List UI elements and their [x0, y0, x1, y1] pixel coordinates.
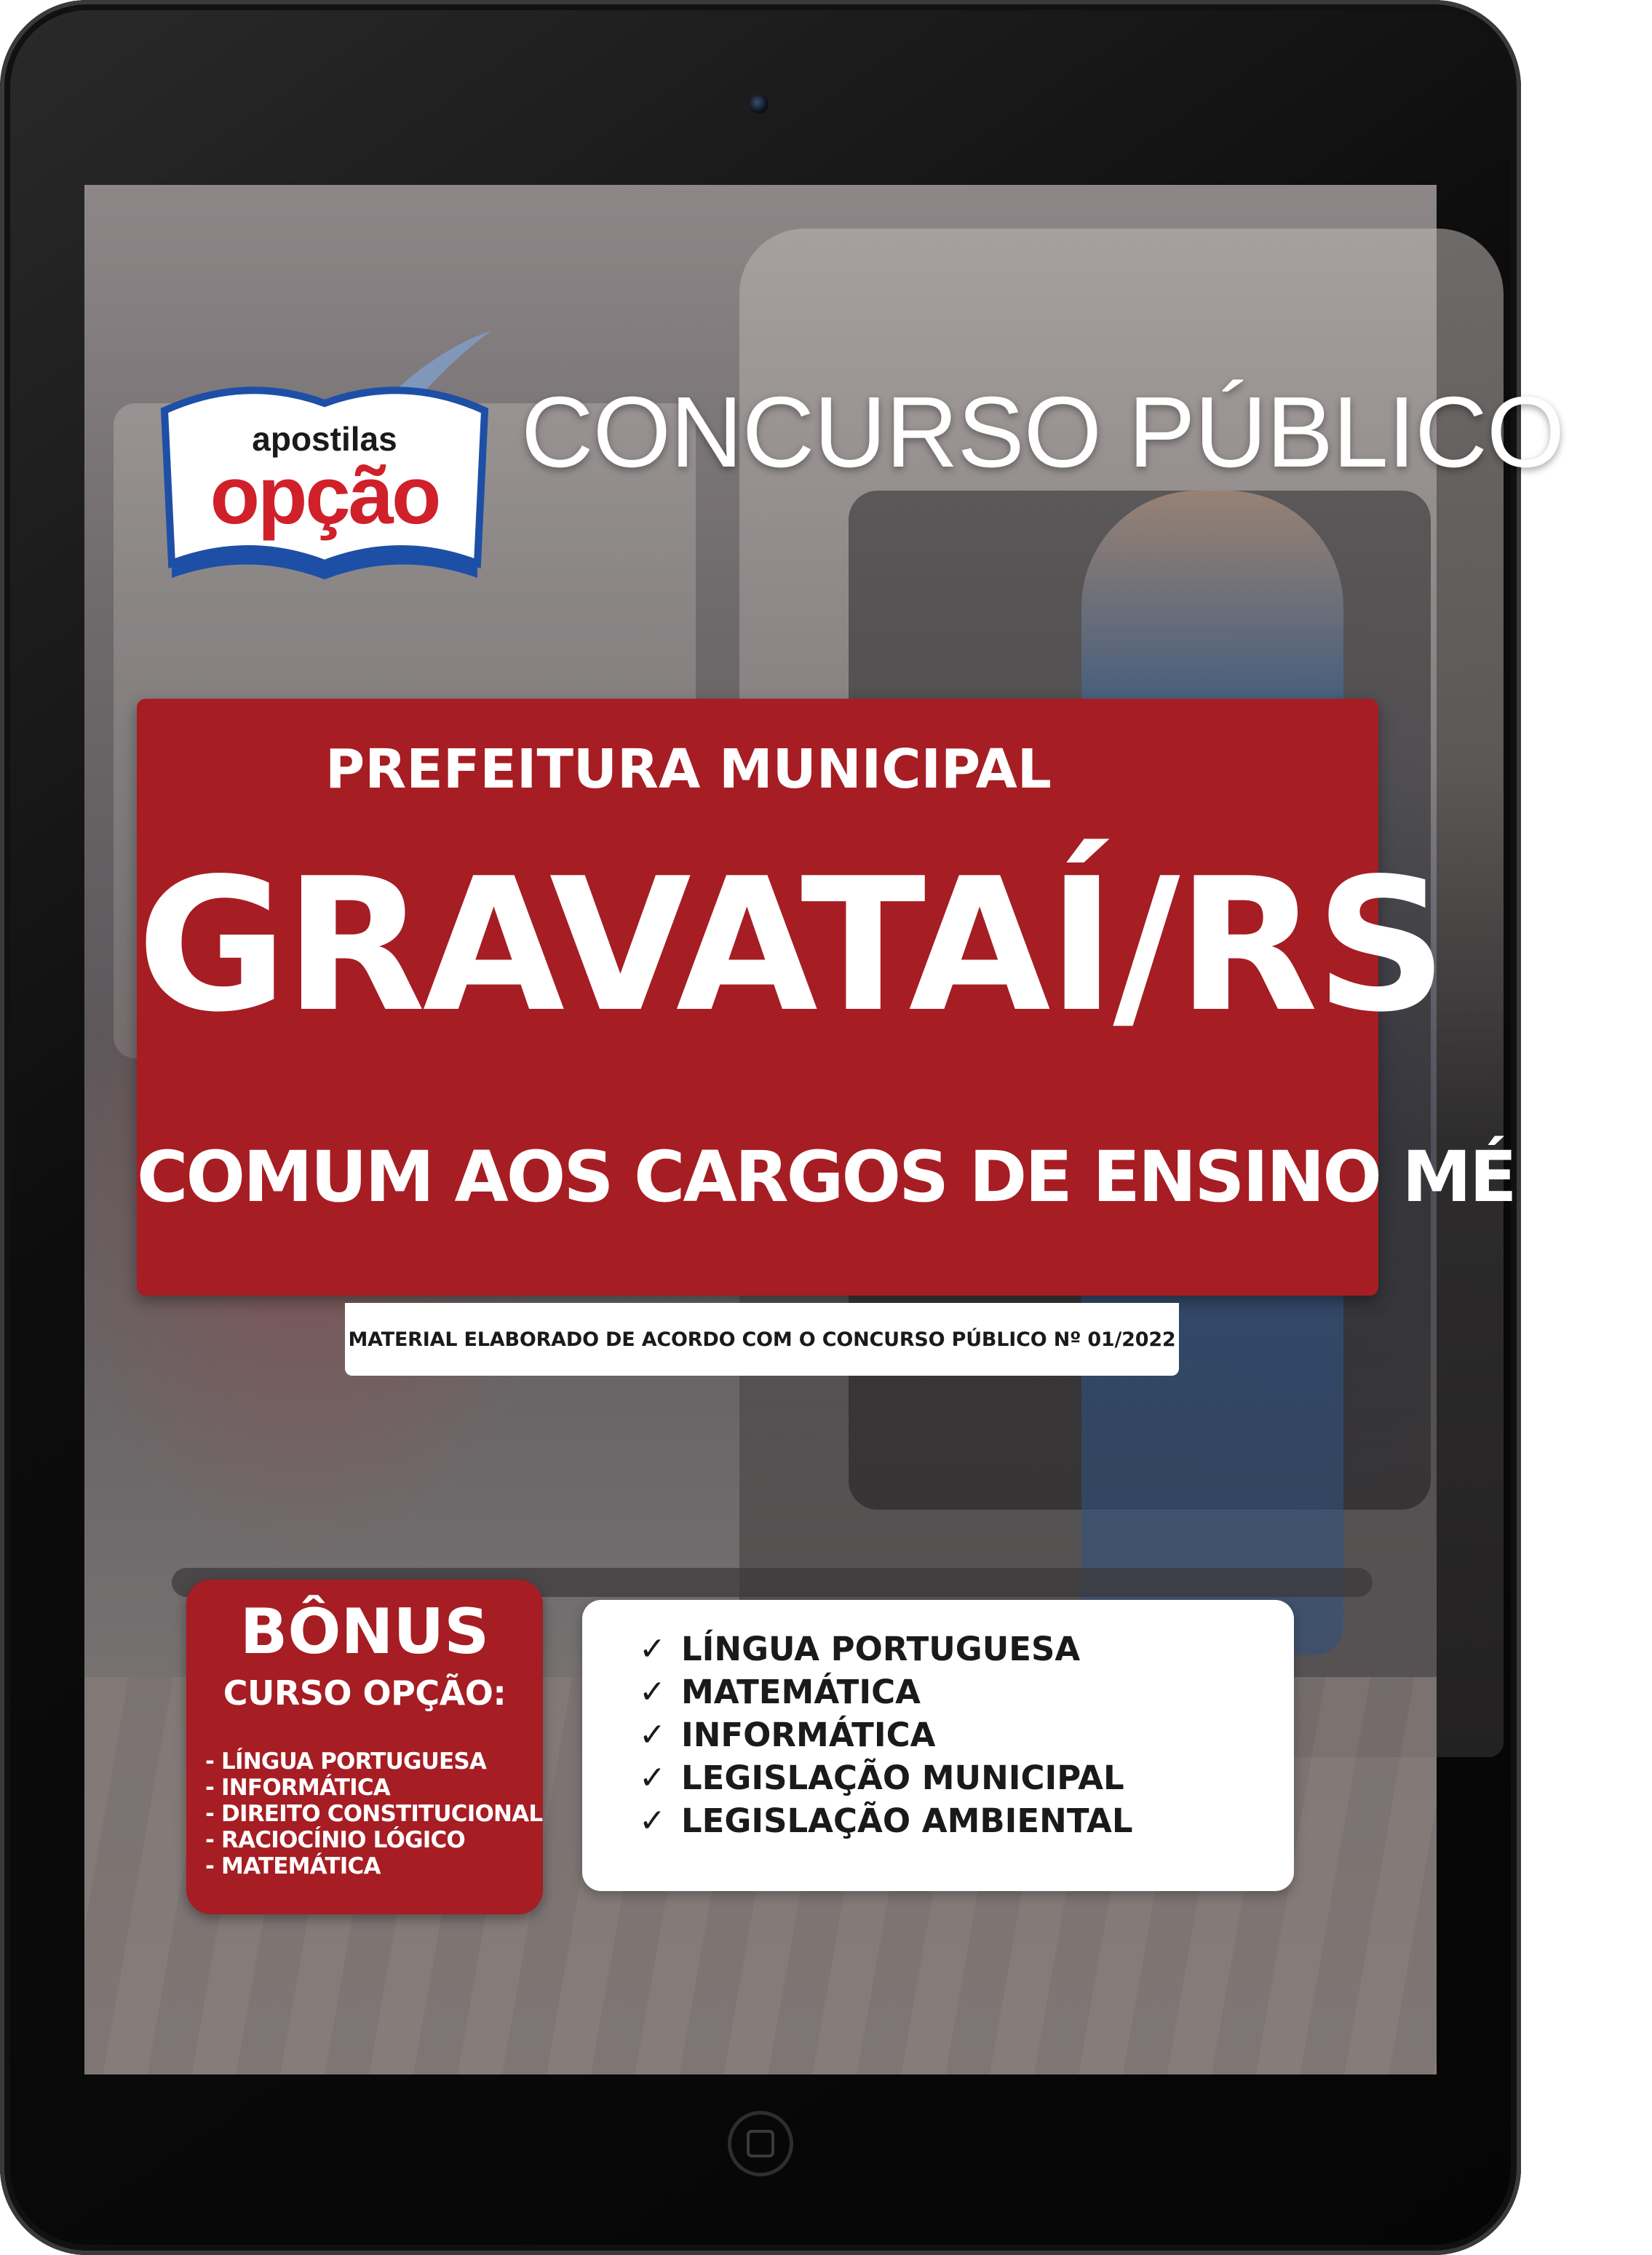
bonus-list [205, 1748, 542, 1879]
subjects-list [639, 1628, 1133, 1842]
subject-item [639, 1628, 1133, 1671]
logo-brand-large: opção [210, 450, 440, 541]
check-icon: ✓ [639, 1759, 666, 1796]
subjects-panel [582, 1600, 1294, 1891]
check-icon: ✓ [639, 1673, 666, 1711]
bonus-item: - LÍNGUA PORTUGUESA [205, 1748, 487, 1775]
subject-item [639, 1756, 1133, 1799]
check-icon: ✓ [639, 1802, 666, 1839]
subject-label: INFORMÁTICA [681, 1716, 936, 1754]
bonus-item: - DIREITO CONSTITUCIONAL [205, 1801, 543, 1827]
concurso-publico-title: CONCURSO PÚBLICO [521, 376, 1565, 488]
logo-brand-small: apostilas [252, 420, 397, 458]
subject-item [639, 1799, 1133, 1842]
front-camera [750, 95, 769, 114]
prefeitura-subtitle: PREFEITURA MUNICIPAL [325, 738, 1052, 801]
book-cover [84, 185, 1652, 2074]
cargos-title: COMUM AOS CARGOS DE ENSINO MÉDIO [137, 1136, 1652, 1218]
city-title: GRAVATAÍ/RS [137, 839, 1445, 1053]
bonus-item: - MATEMÁTICA [205, 1853, 381, 1879]
subject-label: LEGISLAÇÃO MUNICIPAL [681, 1759, 1124, 1797]
material-note: MATERIAL ELABORADO DE ACORDO COM O CONCURSO PÚBLICO Nº 01/2022 [345, 1303, 1179, 1376]
bonus-title: BÔNUS [239, 1596, 490, 1668]
subject-item [639, 1713, 1133, 1756]
bonus-subtitle: CURSO OPÇÃO: [223, 1673, 507, 1713]
check-icon: ✓ [639, 1716, 666, 1753]
main-title-panel [137, 699, 1652, 1296]
check-icon: ✓ [639, 1630, 666, 1668]
bonus-panel [186, 1580, 543, 1914]
bonus-item: - INFORMÁTICA [205, 1775, 390, 1801]
apostilas-opcao-logo [150, 323, 499, 614]
subject-item [639, 1671, 1133, 1713]
subject-label: LÍNGUA PORTUGUESA [681, 1630, 1081, 1668]
subject-label: MATEMÁTICA [681, 1673, 921, 1711]
subject-label: LEGISLAÇÃO AMBIENTAL [681, 1802, 1133, 1840]
bonus-item: - RACIOCÍNIO LÓGICO [205, 1827, 465, 1853]
home-icon [747, 2130, 774, 2157]
home-button[interactable] [728, 2111, 793, 2176]
